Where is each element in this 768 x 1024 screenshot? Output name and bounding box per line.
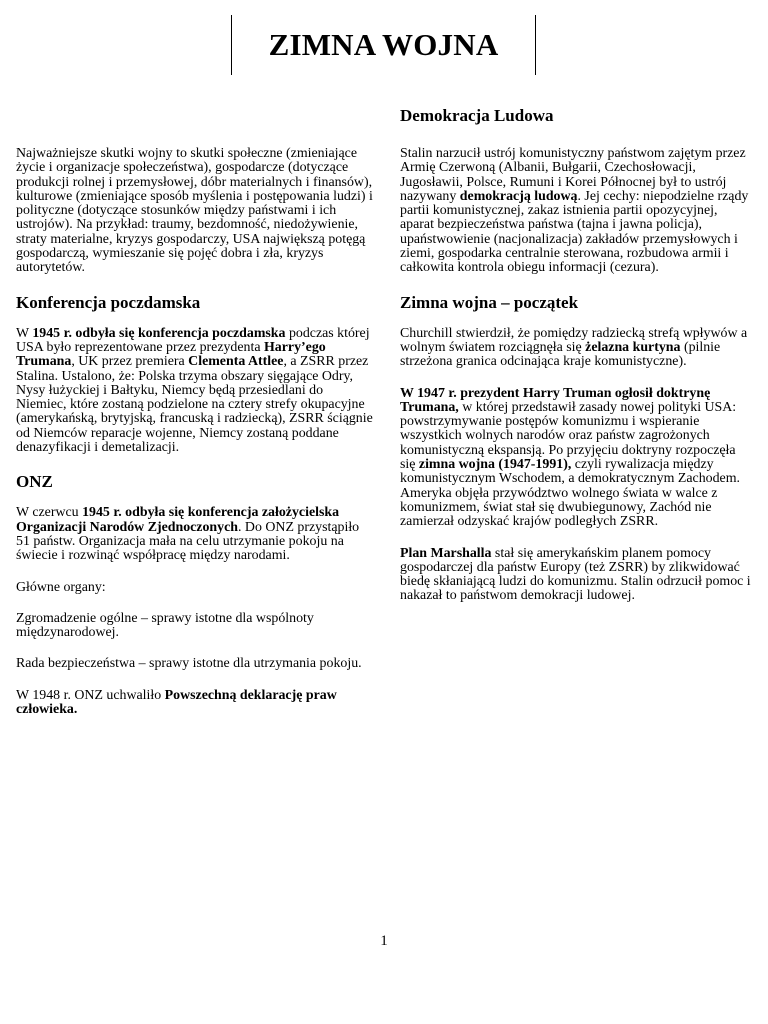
cold-war-heading: Zimna wojna – początek xyxy=(400,292,579,312)
organs-label: Główne organy: xyxy=(16,579,106,595)
potsdam-heading: Konferencja poczdamska xyxy=(16,292,201,312)
intro-paragraph: Najważniejsze skutki wojny to skutki społeczne (zmieniające życie i organizacje społeczeństwa), gospodarcze (dotyczące produkcji rolnej i przemysłowej, dóbr materialnych i finansów), kulturowe (zmieniające sposób myślenia i postępowania ludzi) i polityczne (dotyczące stosunków między państwami i ich ustrojów). Na przykład: traumy, bezdomność, niedożywienie, straty materialne, kryzys gospodarczy, USA największą potęgą gospodarczą, wymieszanie się pojęć dobra i zła, kryzys autorytetów. xyxy=(16,146,373,276)
declaration-paragraph: W 1948 r. ONZ uchwaliło Powszechną deklarację praw człowieka. xyxy=(16,687,337,718)
onz-paragraph: W czerwcu 1945 r. odbyła się konferencja założycielska Organizacji Narodów Zjednoczonych. Do ONZ przystąpiło 51 państw. Organizacja mała na celu utrzymanie pokoju na świecie i rozwinąć współpracę między narodami. xyxy=(16,505,360,564)
truman-doctrine-paragraph: W 1947 r. prezydent Harry Truman ogłosił doktrynę Trumana, w której przedstawił zasady nowej polityki USA: powstrzymywanie postępów komunizmu i wspieranie wszystkich wolnych narodów oraz państw zagrożonych komunistyczną ekspansją. Po przyjęciu doktryny rozpoczęła się zimna wojna (1947-1991), czyli rywalizacja między komunistycznym Wschodem, a demokratycznym Zachodem. Ameryka objęła przywództwo wolnego świata w walce z komunizmem, świat stał się dwubiegunowy, Zachód nie zamierzał odzyskać krajów podległych ZSRR. xyxy=(400,385,740,530)
onz-heading: ONZ xyxy=(16,472,53,492)
potsdam-paragraph: W 1945 r. odbyła się konferencja poczdamska podczas której USA było reprezentowane przez prezydenta Harry’ego Trumana, UK przez premiera Clementa Attlee, a ZSRR przez Stalina. Ustalono, że: Polska trzyma obszary sięgające Odry, Nysy łużyckiej i Bałtyku, Niemcy będą przesiedlani do Niemiec, które zostaną podzielone na cztery strefy okupacyjne (amerykańską, brytyjską, francuską i radziecką), ZSRR ściągnie od Niemców reparacje wojenne, Niemcy zostaną poddane denazyfikacji i demetalizacji. xyxy=(16,325,373,456)
iron-curtain-paragraph: Churchill stwierdził, że pomiędzy radziecką strefą wpływów a wolnym światem rozciągnęła się żelazna kurtyna (pilnie strzeżona granica odcinająca kraje komunistyczne). xyxy=(400,325,748,370)
title-box xyxy=(231,15,536,75)
right-column xyxy=(400,106,752,621)
left-column xyxy=(16,147,376,734)
page-number: 1 xyxy=(380,933,388,949)
document-title: ZIMNA WOJNA xyxy=(268,27,499,62)
council-paragraph: Rada bezpieczeństwa – sprawy istotne dla utrzymania pokoju. xyxy=(16,656,362,672)
democracy-heading: Demokracja Ludowa xyxy=(400,106,554,125)
marshall-plan-paragraph: Plan Marshalla stał się amerykańskim planem pomocy gospodarczej dla państw Europy (też ZSRR) by zlikwidować biedę skłaniającą ludzi do komunizmu. Stalin odrzucił pomoc i nakazał to państwom demokracji ludowej. xyxy=(400,545,751,604)
assembly-paragraph: Zgromadzenie ogólne – sprawy istotne dla wspólnoty międzynarodowej. xyxy=(16,610,314,641)
democracy-paragraph: Stalin narzucił ustrój komunistyczny państwom zajętym przez Armię Czerwoną (Albanii, Bułgarii, Czechosłowacji, Jugosławii, Polsce, Rumuni i Korei Północnej był to ustrój nazywany demokracją ludową. Jej cechy: niepodzielne rządy partii komunistycznej, zakaz istnienia partii opozycyjnej, aparat bezpieczeństwa państwa (tajna i jawna policja), upaństwowienie (nacjonalizacja) zakładów przemysłowych i ziemi, gospodarka centralnie sterowana, rozbudowa armii i całkowita kontrola obiegu informacji (cezura). xyxy=(400,146,749,276)
